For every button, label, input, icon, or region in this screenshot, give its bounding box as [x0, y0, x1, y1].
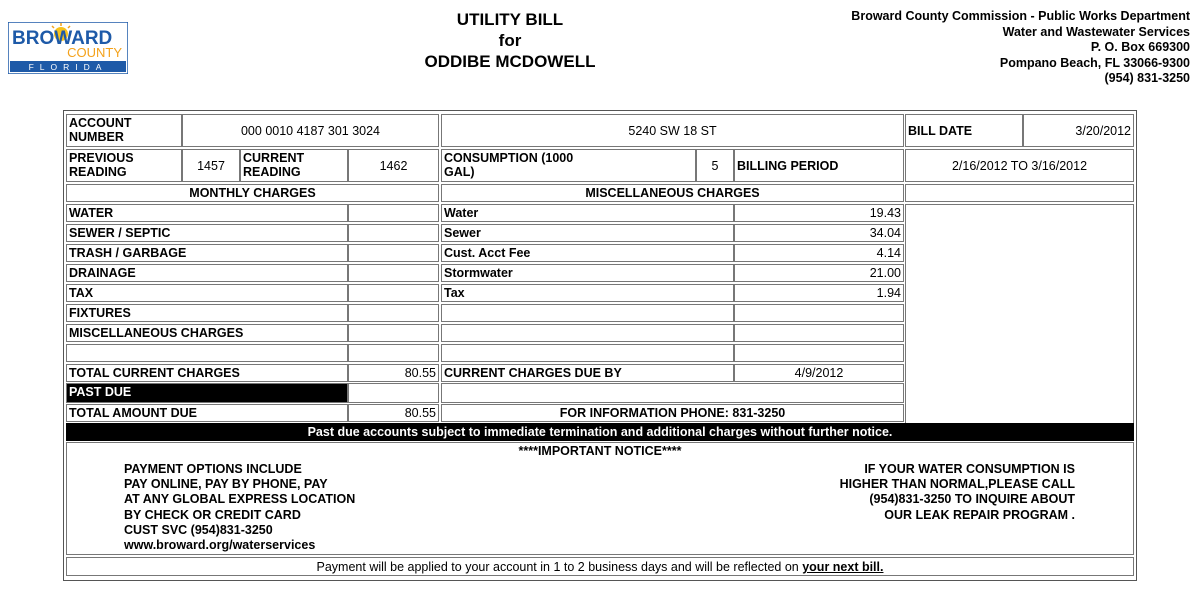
department-line-1: Broward County Commission - Public Works Department	[851, 9, 1190, 23]
total-current-charges-label: TOTAL CURRENT CHARGES	[66, 364, 348, 382]
broward-county-logo	[8, 22, 128, 74]
monthly-charge-value	[348, 224, 439, 242]
monthly-charges-header: MONTHLY CHARGES	[66, 184, 439, 202]
next-bill-link[interactable]: your next bill.	[802, 560, 884, 574]
monthly-charge-label: TAX	[66, 284, 348, 302]
important-notice-heading: ****IMPORTANT NOTICE****	[518, 444, 682, 458]
bill-date-label: BILL DATE	[905, 114, 1023, 147]
blank-past-due-cell	[441, 383, 904, 403]
notice-line: PAYMENT OPTIONS INCLUDE	[124, 462, 302, 476]
notice-line: www.broward.org/waterservices	[124, 538, 316, 553]
monthly-charge-value	[348, 284, 439, 302]
svg-text:FLORIDA: FLORIDA	[28, 62, 108, 72]
total-current-charges-value: 80.55	[348, 364, 439, 382]
bill-date-value: 3/20/2012	[1023, 114, 1134, 147]
payment-footer	[66, 557, 1134, 576]
misc-charge-label: Cust. Acct Fee	[441, 244, 734, 262]
misc-charge-value: 21.00	[734, 264, 904, 282]
previous-reading-label: PREVIOUS READING	[66, 149, 182, 182]
department-phone: (954) 831-3250	[1104, 71, 1190, 85]
monthly-charge-value	[348, 324, 439, 342]
misc-charge-value: 1.94	[734, 284, 904, 302]
account-number-value: 000 0010 4187 301 3024	[182, 114, 439, 147]
blank-side-panel	[905, 204, 1134, 441]
monthly-charge-value	[348, 304, 439, 322]
leak-program-text	[840, 462, 1075, 523]
blank-header-cell	[905, 184, 1134, 202]
monthly-charge-label: DRAINAGE	[66, 264, 348, 282]
footer-text: Payment will be applied to your account in 1 to 2 business days and will be reflected on	[316, 560, 803, 574]
notice-line: HIGHER THAN NORMAL,PLEASE CALL	[839, 477, 1075, 492]
consumption-label: CONSUMPTION (1000 GAL)	[441, 149, 696, 182]
misc-charge-label: Water	[441, 204, 734, 222]
monthly-charge-value	[348, 244, 439, 262]
notice-line: BY CHECK OR CREDIT CARD	[124, 507, 301, 522]
monthly-charge-value	[348, 344, 439, 362]
notice-line: (954)831-3250 TO INQUIRE ABOUT	[869, 492, 1075, 507]
misc-charge-label: Sewer	[441, 224, 734, 242]
miscellaneous-charges-header: MISCELLANEOUS CHARGES	[441, 184, 904, 202]
svg-text:COUNTY: COUNTY	[67, 45, 122, 60]
misc-charge-value	[734, 324, 904, 342]
billing-period-label: BILLING PERIOD	[734, 149, 904, 182]
total-amount-due-label: TOTAL AMOUNT DUE	[66, 404, 348, 422]
payment-options-text	[124, 462, 355, 553]
consumption-value: 5	[696, 149, 734, 182]
department-address	[851, 9, 1190, 87]
charges-due-by-value: 4/9/2012	[734, 364, 904, 382]
monthly-charge-label: SEWER / SEPTIC	[66, 224, 348, 242]
misc-charge-label: Tax	[441, 284, 734, 302]
past-due-value	[348, 383, 439, 403]
title-line-1: UTILITY BILL	[456, 10, 564, 29]
current-reading-value: 1462	[348, 149, 439, 182]
department-line-4: Pompano Beach, FL 33066-9300	[999, 55, 1190, 70]
department-line-2: Water and Wastewater Services	[1002, 24, 1190, 39]
charges-due-by-label: CURRENT CHARGES DUE BY	[441, 364, 734, 382]
billing-period-value: 2/16/2012 TO 3/16/2012	[905, 149, 1134, 182]
notice-line: IF YOUR WATER CONSUMPTION IS	[864, 462, 1075, 476]
notice-line: PAY ONLINE, PAY BY PHONE, PAY	[124, 477, 328, 492]
svg-text:BROWARD: BROWARD	[12, 28, 113, 49]
current-reading-label: CURRENT READING	[240, 149, 348, 182]
misc-charge-label	[441, 344, 734, 362]
monthly-charge-label	[66, 344, 348, 362]
monthly-charge-label: MISCELLANEOUS CHARGES	[66, 324, 348, 342]
bill-title	[360, 9, 660, 72]
misc-charge-label	[441, 324, 734, 342]
misc-charge-label: Stormwater	[441, 264, 734, 282]
misc-charge-value	[734, 304, 904, 322]
misc-charge-label	[441, 304, 734, 322]
monthly-charge-value	[348, 204, 439, 222]
monthly-charge-label: TRASH / GARBAGE	[66, 244, 348, 262]
monthly-charge-value	[348, 264, 439, 282]
customer-name: ODDIBE MCDOWELL	[424, 52, 596, 71]
misc-charge-value: 4.14	[734, 244, 904, 262]
past-due-label: PAST DUE	[66, 383, 348, 403]
info-phone: FOR INFORMATION PHONE: 831-3250	[441, 404, 904, 422]
notice-line: AT ANY GLOBAL EXPRESS LOCATION	[124, 492, 356, 507]
service-address: 5240 SW 18 ST	[441, 114, 904, 147]
monthly-charge-label: WATER	[66, 204, 348, 222]
misc-charge-value: 19.43	[734, 204, 904, 222]
department-line-3: P. O. Box 669300	[1090, 40, 1190, 54]
notice-line: OUR LEAK REPAIR PROGRAM .	[884, 507, 1075, 522]
total-amount-due-value: 80.55	[348, 404, 439, 422]
past-due-warning-banner: Past due accounts subject to immediate termination and additional charges without further notice.	[66, 423, 1134, 441]
misc-charge-value	[734, 344, 904, 362]
notice-line: CUST SVC (954)831-3250	[124, 522, 273, 537]
misc-charge-value: 34.04	[734, 224, 904, 242]
monthly-charge-label: FIXTURES	[66, 304, 348, 322]
previous-reading-value: 1457	[182, 149, 240, 182]
account-number-label: ACCOUNT NUMBER	[66, 114, 182, 147]
title-line-2: for	[498, 31, 522, 50]
